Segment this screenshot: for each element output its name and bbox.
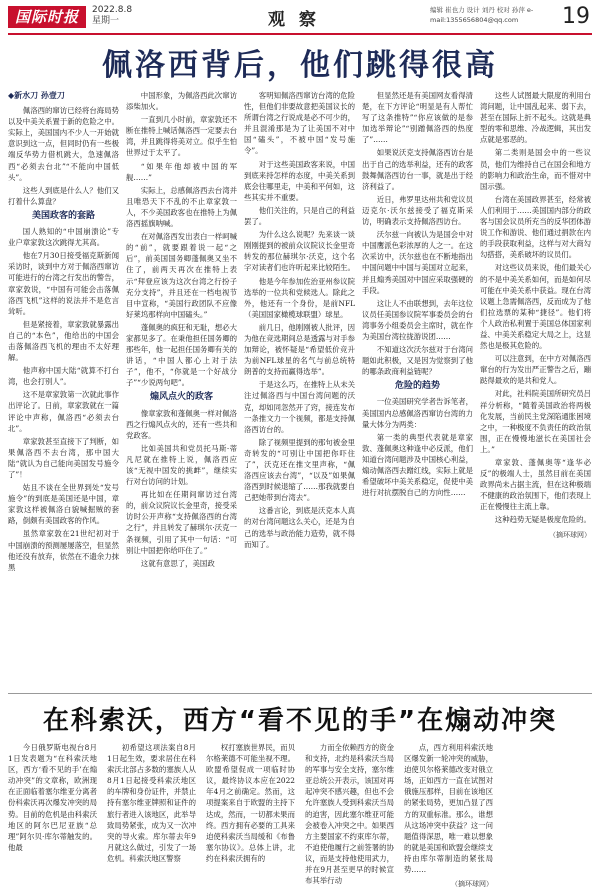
paragraph: 可以注意到，在中方对佩洛西窜台的行为发出严正警告之后，蹦跶得最欢的是共和党人。 — [480, 354, 591, 386]
paragraph: 虽然章家敦在21世纪初对于中国崩溃的预测屡屡落空，但显然他还没有放弃，依然在不遗余力抹黑 — [8, 529, 119, 572]
paragraph: 他们关注的，只是自己的利益罢了。 — [244, 205, 355, 227]
paragraph: 这番言论，到底是沃克本人真的对台湾问题这么关心，还是为自己的选举与政治能力造势，就不得而知了。 — [244, 506, 355, 549]
paragraph: 中国形象，为佩洛西此次窜访添柴加火。 — [126, 91, 237, 112]
paragraph: 佩洛西的窜访已经将台海局势以及中美关系置于新的危险之中。实际上，美国国内不少人一开始就意识到这一点，但同时仍有一些极端反华势力借机跳大，急速佩洛西“必须去台北”“不能向中国低头”。 — [8, 106, 119, 182]
editor-credits: 编辑 崔也力 设计 刘丹 校对 孙萍 e-mail:1355656804@qq.com — [430, 6, 534, 24]
article2-column — [305, 742, 394, 886]
article1-column — [126, 90, 237, 690]
paragraph: 在对佩洛西发出表白一样呵喊的“前”，就要跟着说一起“之后”，前美国国务卿蓬佩奥又坐不住了，前两天再次在推特上表示“拜登应该为这次台湾之行扮子充分支持”，并且还在一档电视节目中宣称，“美国行政团队不应像好莱坞那样向中国磕头。” — [126, 232, 237, 319]
article2-column — [8, 742, 97, 852]
paragraph: 初希望这项法案自8月1日起生效，要求居住在科索沃北部占多数的塞族人从8月1日起接受科索沃地区的车牌和身份证件，并禁止持有塞尔维亚牌照和证件的旅行者进入该地区，此举导致局势紧张，成为又一次冲突的导火索。库尔蒂去年9月就这么做过，引发了一场危机。科索沃地区警察 — [107, 743, 196, 863]
paragraph: 他声称中国大陆“就算不打台湾，也会打别人”。 — [8, 366, 119, 387]
section-title: 观 察 — [268, 10, 320, 30]
paragraph: 近日，弗罗里达州共和党议员迈克尔·沃尔兹接受了福克斯采访，明确表示支持佩洛西访台。 — [362, 194, 473, 227]
article1-headline: 佩洛西背后，他们跳得很高 — [102, 48, 498, 83]
paragraph: 姑且不谈在全世界到处“发号施令”的到底是美国还是中国，章家敦这样被佩洛白貌喊掘贼的套路，倒颇有美国政客的作风。 — [8, 483, 119, 526]
paragraph: 于是这么巧，在推特上从未关注过佩洛西与中国台湾问题的沃克，却如同忽然开了窍，接连发布一条推文力一个视频，都是支持佩洛西访台的。 — [244, 380, 355, 434]
masthead-divider — [8, 33, 592, 35]
paragraph: 一直到几小时前，章家敦还不断在推特上喊话佩洛西一定要去台湾，并且跳得将美对立。似乎生怕世界过于太平了。 — [126, 115, 237, 158]
newspaper-logo: 国际时报 — [8, 6, 86, 28]
article1-column — [480, 90, 591, 690]
paragraph: 这不是章家敦第一次就此事作出评论了。日前，章家敦就在一篇评论中声称，佩洛西“必须去台北”。 — [8, 390, 119, 433]
article-divider — [8, 693, 592, 694]
paragraph: 权打塞族世界民，而贝尔格莱德不可能坐视不理。欧盟希望促成一项临时协议，最终协议本应在2022年4月之前确定。然而，这项提案来自于欧盟的主持下达成，然而，一切都未果而终。西方拥有必要的工具来迫使科索沃当局缓和《布鲁塞尔协议》。总体上讲，北约在科索沃拥有的 — [206, 743, 295, 863]
paragraph: 对这些议员来说，他们最关心的不是中美关系如何，而是如何尽可能在中美关系中获益。现在台湾议题上急需佩洛西，反而成为了他们拉选票的某种“捷径”。他们将个人政治私利置于美国总体国家利益、中美关系稳定大局之上，这显然也是极其危险的。 — [480, 263, 591, 351]
paragraph: 这些人到底是什么人？他们又打着什么算盘？ — [8, 185, 119, 206]
page-number: 19 — [562, 4, 590, 29]
article1-column — [8, 90, 119, 690]
article1-column — [362, 90, 473, 690]
paragraph: 除了视频里提到的那句被金里奇转发的“可别让中国把你吓住了”，沃克还在推文里声称，“佩洛西应该去台湾”，“以及”如果佩洛西到时候退缩了……那我就要自己把她带到台湾去”。 — [244, 437, 355, 503]
article2-credit: （摘环球网） — [451, 880, 493, 889]
article2-column — [206, 742, 295, 863]
paragraph: 为什么这么说呢？先来谈一谈刚刚提到的被前众议院议长金里奇转发的那位赫琪尔·沃克，这个名字对读者们也许听起来比较陌生。 — [244, 230, 355, 273]
paragraph: 实际上，总感佩洛西去台湾并且唯恐天下不乱的不止章家敦一人，不少美国政客也在推特上为佩洛西摇旗呐喊。 — [126, 185, 237, 229]
paragraph: 台湾在美国政界甚至，经常被人们利用于……美国国内部分的政客与国会议员所充当的反华团体游说工作和游说、他们通过捐款在内的手段获取利益，这样与对大商勾勾搭搭，美系破坏的议员们。 — [480, 194, 591, 260]
paragraph: 再比如在任期间窜访过台湾的，前众议院议长金里奇，接受采访时公开声称“支持佩洛西的台湾之行”，并且转发了赫琪尔·沃克一条视频，引用了其中一句话：“可别让中国把你给吓住了。” — [126, 490, 237, 555]
date-text: 2022.8.8 — [92, 5, 133, 15]
paragraph: 章家敦、蓬佩奥等“逢华必反”的极端人士，虽然目前在美国政界尚未占据主流，但在这种极端不健康的政治氛围下，他们表现上正在慢慢往主流上靠。 — [480, 458, 591, 512]
paragraph: 这就有意思了，美国政 — [140, 558, 215, 568]
article1-byline: ◆新水刀 孙壹刀 — [8, 91, 65, 100]
article1-credit: （摘环球网） — [549, 530, 591, 539]
paragraph: 章家敦甚至直接下了判断，如果佩洛西不去台湾，那中国大陆“就认为自己能向美国发号施令了”！ — [8, 436, 119, 479]
weekday-text: 星期一 — [92, 16, 120, 26]
paragraph: 但是紧接着，章家敦就暴露出自己的“本色”，他给出的中国会击落佩洛西飞机的理由不太好理解。 — [8, 319, 119, 363]
article1-column — [244, 90, 355, 690]
paragraph: 第二类则是国会中的一些议员，他们为维持自己在国会和地方的影响力和政治生命，而不惜对中国示强。 — [480, 148, 591, 191]
section-subhead: 危险的趋势 — [394, 381, 440, 392]
section-subhead: 美国政客的套路 — [31, 210, 95, 221]
paragraph: 这让人不由联想到，去年这位议员任美国参议院军事委员会的台湾事务小组委员会主席时，就在作为美国台湾拉拢游说团…… — [362, 298, 473, 341]
paragraph: 这些人试图最大限度的利用台湾问题，让中国乱起来、弱下去，甚至在国际上折不起头。这就是典型的零和思维、冷战逻辑，其出发点就是邪恶的。 — [480, 91, 591, 145]
paragraph: 今日俄罗斯电视台8月1日发表题为“在科索沃地区，西方‘看不见的手’在煽动冲突”的文章称，欧洲现在正面临着塞尔维亚分离者份科索沃再次爆发冲突的局势。目前的危机是由科索沃地区的阿尔巴尼亚族“总理”阿尔贝·库尔蒂触发的。他最 — [8, 743, 97, 852]
paragraph: 第一类的典型代表就是章家敦、蓬佩奥这种逢中必反派，他们知道台湾问题涉及中国核心利益，煽动佩洛西去蹭红线，实际上就是希望破坏中美关系稳定，促使中美进行对抗摆脱自己的方向性…… — [362, 432, 473, 498]
paragraph: 沃尔兹一向被认为是国会中对中国鹰派色彩浓厚的人之一。在这次采访中，沃尔兹也在不断地指出中国问题中中国与美国对立起来，并且煽秀美国对中国应采取强硬的手段。 — [362, 230, 473, 295]
article2-column — [107, 742, 196, 863]
paragraph: 力而全依赖西方的资金和支持，北约是科索沃当局的军事与安全支持，塞尔维亚总统公开表示，该国对再起冲突不感兴趣，但也不会允许塞族人受到科索沃当局的迫害，因此塞尔维亚可能会被卷入冲突之中。如果西方主要国家不约束库尔蒂，不迫使他履行之前签署的协议，而是支持他使用武力，并在9月甚至更早的时候宣布其举行动 — [305, 743, 394, 886]
paragraph: 他在7月30日接受福克斯新闻采访时，谈到中方对于佩洛西窜访可能进行的台湾之行发出的警告，章家敦说，“中国有可能会击落佩洛西飞机”这样的说法并不是危言耸听。 — [8, 251, 119, 316]
paragraph: 这种趋势无疑是极度危险的。 — [494, 515, 591, 525]
article1-body — [8, 90, 592, 690]
article2-headline: 在科索沃，西方“看不见的手”在煽动冲突 — [42, 706, 558, 736]
paragraph: 前几日，他刚刚被人批评，因为他在竞选期间总是透露与对手参加辩论，被怀疑是“希望低价竞升为前NFL球星的名气与前总统特朗普的支持而赢得选举”。 — [244, 322, 355, 377]
issue-date — [92, 5, 132, 27]
masthead — [0, 0, 600, 34]
paragraph: 像章家敦和蓬佩奥一样对佩洛西之行煽风点火的，还有一些共和党政客。 — [126, 408, 237, 440]
paragraph: 如果说沃克支持佩洛西访台是出于自己的选举利益，还有的政客鼓舞佩洛西访台一事，就是出于经济利益了。 — [362, 148, 473, 191]
paragraph: 比如美国共和党员托马斯·蒂凡尼就在推特上说，佩洛西应该“无视中国发的挑衅”，继续实行对台访问的计划。 — [126, 443, 237, 487]
paragraph: 但显然还是有美国网友看得清楚，在下方评论“明显是有人帮忙写了这条推特”“你应该做的是参加选举辩论”“别蹭佩洛西的热度了”…… — [362, 91, 473, 145]
paragraph: 对于这些美国政客来说，中国到底来持怎样的态度，中美关系到底会往哪里走，中美和平何如，这些其实并不重要。 — [244, 159, 355, 202]
article2-column — [404, 742, 493, 889]
paragraph: “如果年他却被中国的军舰……” — [126, 161, 237, 182]
paragraph: 点，西方利用科索沃地区爆发新一轮冲突的威胁，迫使贝尔格莱德改变对俄立场，正如西方一直在试图对俄施压那样，目前在该地区的紧张局势，更加凸显了西方的双重标准。那么，谁想从这场冲突中获益？这一问题值得深思，唯一难以想象的就是美国和欧盟会继续支持由库尔蒂制造的紧张局势…… — [404, 743, 493, 875]
paragraph: 一位美国研究学者告诉笔者，美国国内总感佩洛西窜访台湾的力量大体分为两类： — [362, 397, 473, 429]
article2-body — [8, 742, 592, 889]
paragraph: 他是今年参加佐治亚州参议院选举的一位共和党候选人。除此之外，他还有一个身份，是前NFL（美国国家橄榄球联盟）球星。 — [244, 276, 355, 319]
paragraph: 不知道这次沃尔兹对于台湾问题如此积极，又是因为觉察到了他的哪条政商利益链呢？ — [362, 345, 473, 377]
paragraph: 国人熟知的“中国崩溃论”专业户章家敦这次跳得尤其高。 — [8, 227, 119, 248]
paragraph: 客明知佩洛西窜访台湾的危险性，但他们非要故意把美国议长的所谓台湾之行说成是必不可少的，并且混淆那是为了让美国不对中国“磕头”，不被中国“发号施令”。 — [244, 91, 355, 156]
paragraph: 对此，社科院美国所研究员吕祥分析称，“随着美国政治将两极化发展，当前民主党深陷通胀困境之中，一种极度不负责任的政治氛围，正在慢慢地滋长在美国社会上。” — [480, 389, 591, 454]
paragraph: 蓬佩奥的疯狂和无耻，想必大家都见多了。在秉他担任国务卿的那些年，他一起担任国务卿有关的讲话，“中国人都心上对于法子”，他不，“你就是一个好战分子”“少说两句吧”。 — [126, 322, 237, 388]
section-subhead: 煽风点火的政客 — [149, 392, 213, 403]
